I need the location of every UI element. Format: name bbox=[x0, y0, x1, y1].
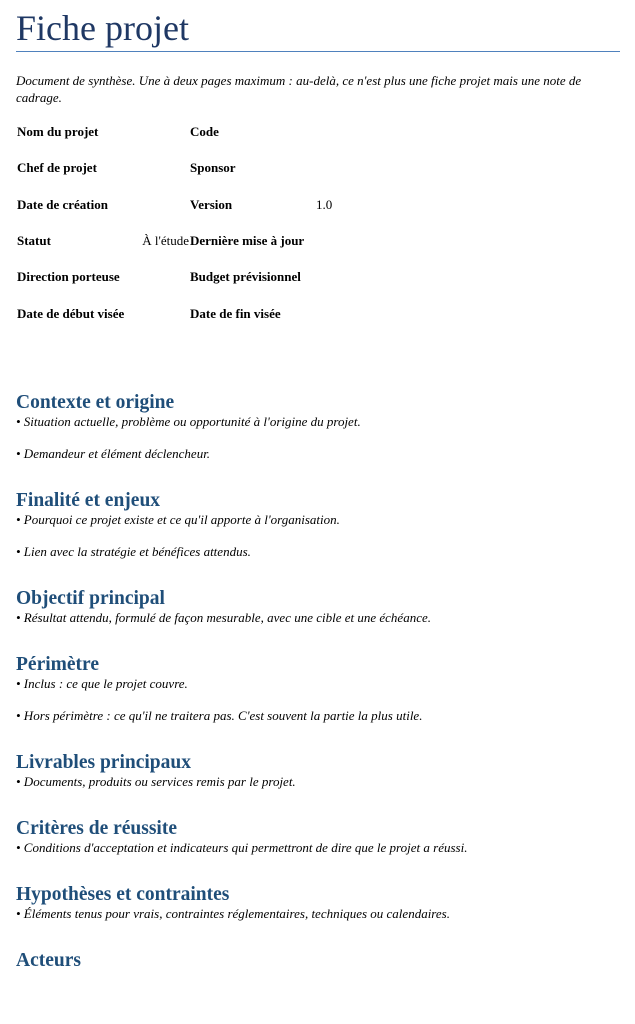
metadata-label: Sponsor bbox=[190, 160, 236, 176]
section-heading: Hypothèses et contraintes bbox=[16, 884, 230, 905]
section-heading: Finalité et enjeux bbox=[16, 490, 161, 511]
metadata-value bbox=[133, 259, 189, 295]
bullet-item: • Pourquoi ce projet existe et ce qu'il apporte à l'organisation. bbox=[16, 512, 340, 527]
bullet-item: • Situation actuelle, problème ou opportunité à l'origine du projet. bbox=[16, 414, 361, 429]
metadata-label: Date de création bbox=[17, 196, 108, 212]
section-heading: Objectif principal bbox=[16, 588, 165, 609]
metadata-table bbox=[16, 114, 376, 332]
metadata-label: Direction porteuse bbox=[17, 269, 120, 285]
section-heading: Périmètre bbox=[16, 654, 99, 675]
section bbox=[16, 884, 620, 922]
section bbox=[16, 950, 620, 972]
metadata-row bbox=[16, 114, 376, 150]
section bbox=[16, 392, 620, 462]
section bbox=[16, 654, 620, 724]
metadata-label: Dernière mise à jour bbox=[190, 233, 305, 249]
bullet-item: • Inclus : ce que le projet couvre. bbox=[16, 676, 188, 691]
metadata-value: À l'étude bbox=[142, 233, 189, 249]
metadata-value: 1.0 bbox=[316, 196, 333, 212]
metadata-value bbox=[315, 114, 376, 150]
metadata-row bbox=[16, 150, 376, 186]
section bbox=[16, 490, 620, 560]
document-page bbox=[16, 0, 620, 971]
metadata-value bbox=[315, 223, 376, 259]
metadata-row bbox=[16, 295, 376, 331]
section bbox=[16, 752, 620, 790]
metadata-label: Code bbox=[190, 124, 219, 140]
metadata-label: Statut bbox=[17, 233, 51, 249]
bullet-item: • Lien avec la stratégie et bénéfices attendus. bbox=[16, 544, 251, 559]
bullet-item: • Hors périmètre : ce qu'il ne traitera pas. C'est souvent la partie la plus utile. bbox=[16, 708, 423, 723]
section-heading: Critères de réussite bbox=[16, 818, 177, 839]
intro-text: Document de synthèse. Une à deux pages maximum : au-delà, ce n'est plus une fiche projet mais une note de cadrage. bbox=[16, 73, 582, 105]
metadata-label: Nom du projet bbox=[17, 124, 99, 140]
section-heading: Livrables principaux bbox=[16, 752, 191, 773]
metadata-label: Chef de projet bbox=[17, 160, 97, 176]
section-heading: Contexte et origine bbox=[16, 392, 175, 413]
metadata-value bbox=[133, 187, 189, 223]
bullet-item: • Résultat attendu, formulé de façon mesurable, avec une cible et une échéance. bbox=[16, 610, 431, 625]
section bbox=[16, 588, 620, 626]
bullet-item: • Éléments tenus pour vrais, contraintes réglementaires, techniques ou calendaires. bbox=[16, 906, 450, 921]
bullet-item: • Documents, produits ou services remis par le projet. bbox=[16, 774, 296, 789]
metadata-value bbox=[133, 114, 189, 150]
metadata-row bbox=[16, 187, 376, 223]
metadata-value bbox=[315, 150, 376, 186]
metadata-value bbox=[133, 150, 189, 186]
metadata-label: Budget prévisionnel bbox=[190, 269, 301, 285]
page-title: Fiche projet bbox=[16, 8, 189, 48]
section bbox=[16, 818, 620, 856]
sections-container bbox=[16, 380, 620, 972]
bullet-item: • Conditions d'acceptation et indicateurs qui permettront de dire que le projet a réussi. bbox=[16, 840, 468, 855]
metadata-label: Version bbox=[190, 196, 233, 212]
section-heading: Acteurs bbox=[16, 950, 81, 971]
bullet-item: • Demandeur et élément déclencheur. bbox=[16, 446, 211, 461]
metadata-value bbox=[315, 295, 376, 331]
metadata-value bbox=[315, 259, 376, 295]
title-divider bbox=[16, 51, 620, 52]
metadata-label: Date de début visée bbox=[17, 305, 125, 321]
metadata-label: Date de fin visée bbox=[190, 305, 281, 321]
metadata-row bbox=[16, 223, 376, 259]
metadata-value bbox=[133, 295, 189, 331]
metadata-row bbox=[16, 259, 376, 295]
